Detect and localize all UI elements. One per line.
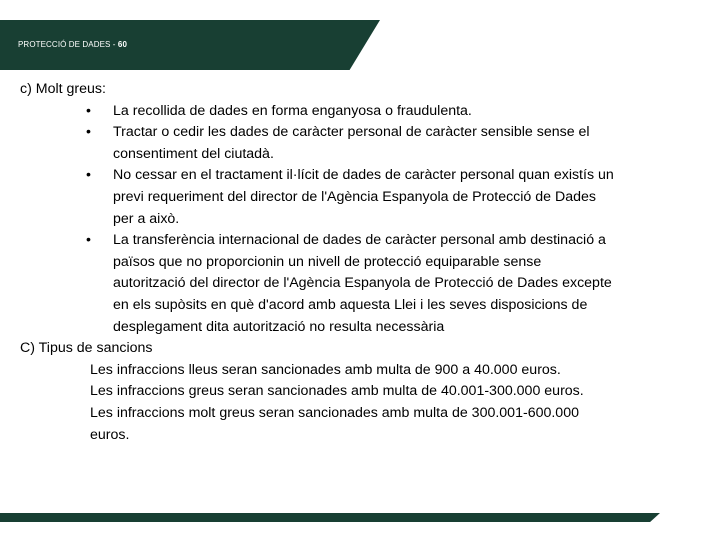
bullet-line: La transferència internacional de dades de caràcter personal amb destinació a <box>113 232 606 249</box>
sanction-line: euros. <box>90 426 130 443</box>
bullet-icon: • <box>86 102 91 119</box>
bullet-line: La recollida de dades en forma enganyosa o fraudulenta. <box>113 102 472 119</box>
bullet-line: Tractar o cedir les dades de caràcter personal de caràcter sensible sense el <box>113 124 590 141</box>
bullet-item <box>20 122 710 165</box>
bullet-item <box>20 165 710 230</box>
bullet-icon: • <box>86 232 91 249</box>
bullet-line: previ requeriment del director de l'Agència Espanyola de Protecció de Dades <box>113 188 596 205</box>
footer-band <box>0 513 660 522</box>
document-body <box>20 79 710 446</box>
bullet-item <box>20 230 710 338</box>
section-heading-tipus-sancions: C) Tipus de sancions <box>20 340 153 357</box>
bullet-icon: • <box>86 124 91 141</box>
bullet-item <box>20 101 710 123</box>
title-text: PROTECCIÓ DE DADES - <box>18 40 116 49</box>
bullet-line: en els supòsits en què d'acord amb aquesta Llei i les seves disposicions de <box>113 296 588 313</box>
sanction-line: Les infraccions molt greus seran sancionades amb multa de 300.001-600.000 <box>90 404 579 421</box>
section-heading-molt-greus: c) Molt greus: <box>20 81 106 97</box>
sanction-line: Les infraccions lleus seran sancionades amb multa de 900 a 40.000 euros. <box>90 361 561 378</box>
bullet-line: No cessar en el tractament il·lícit de dades de caràcter personal quan existís un <box>113 167 614 184</box>
bullet-line: desplegament dita autorització no resulta necessària <box>113 318 445 335</box>
page-title <box>18 40 127 49</box>
bullet-line: països que no proporcionin un nivell de protecció equiparable sense <box>113 253 542 270</box>
bullet-line: per a això. <box>113 210 180 227</box>
sanction-line: Les infraccions greus seran sancionades amb multa de 40.001-300.000 euros. <box>90 383 584 400</box>
bullet-icon: • <box>86 167 91 184</box>
page-number: 60 <box>117 40 128 49</box>
bullet-line: consentiment del ciutadà. <box>113 145 274 162</box>
bullet-line: autorització del director de l'Agència Espanyola de Protecció de Dades excepte <box>113 275 612 292</box>
